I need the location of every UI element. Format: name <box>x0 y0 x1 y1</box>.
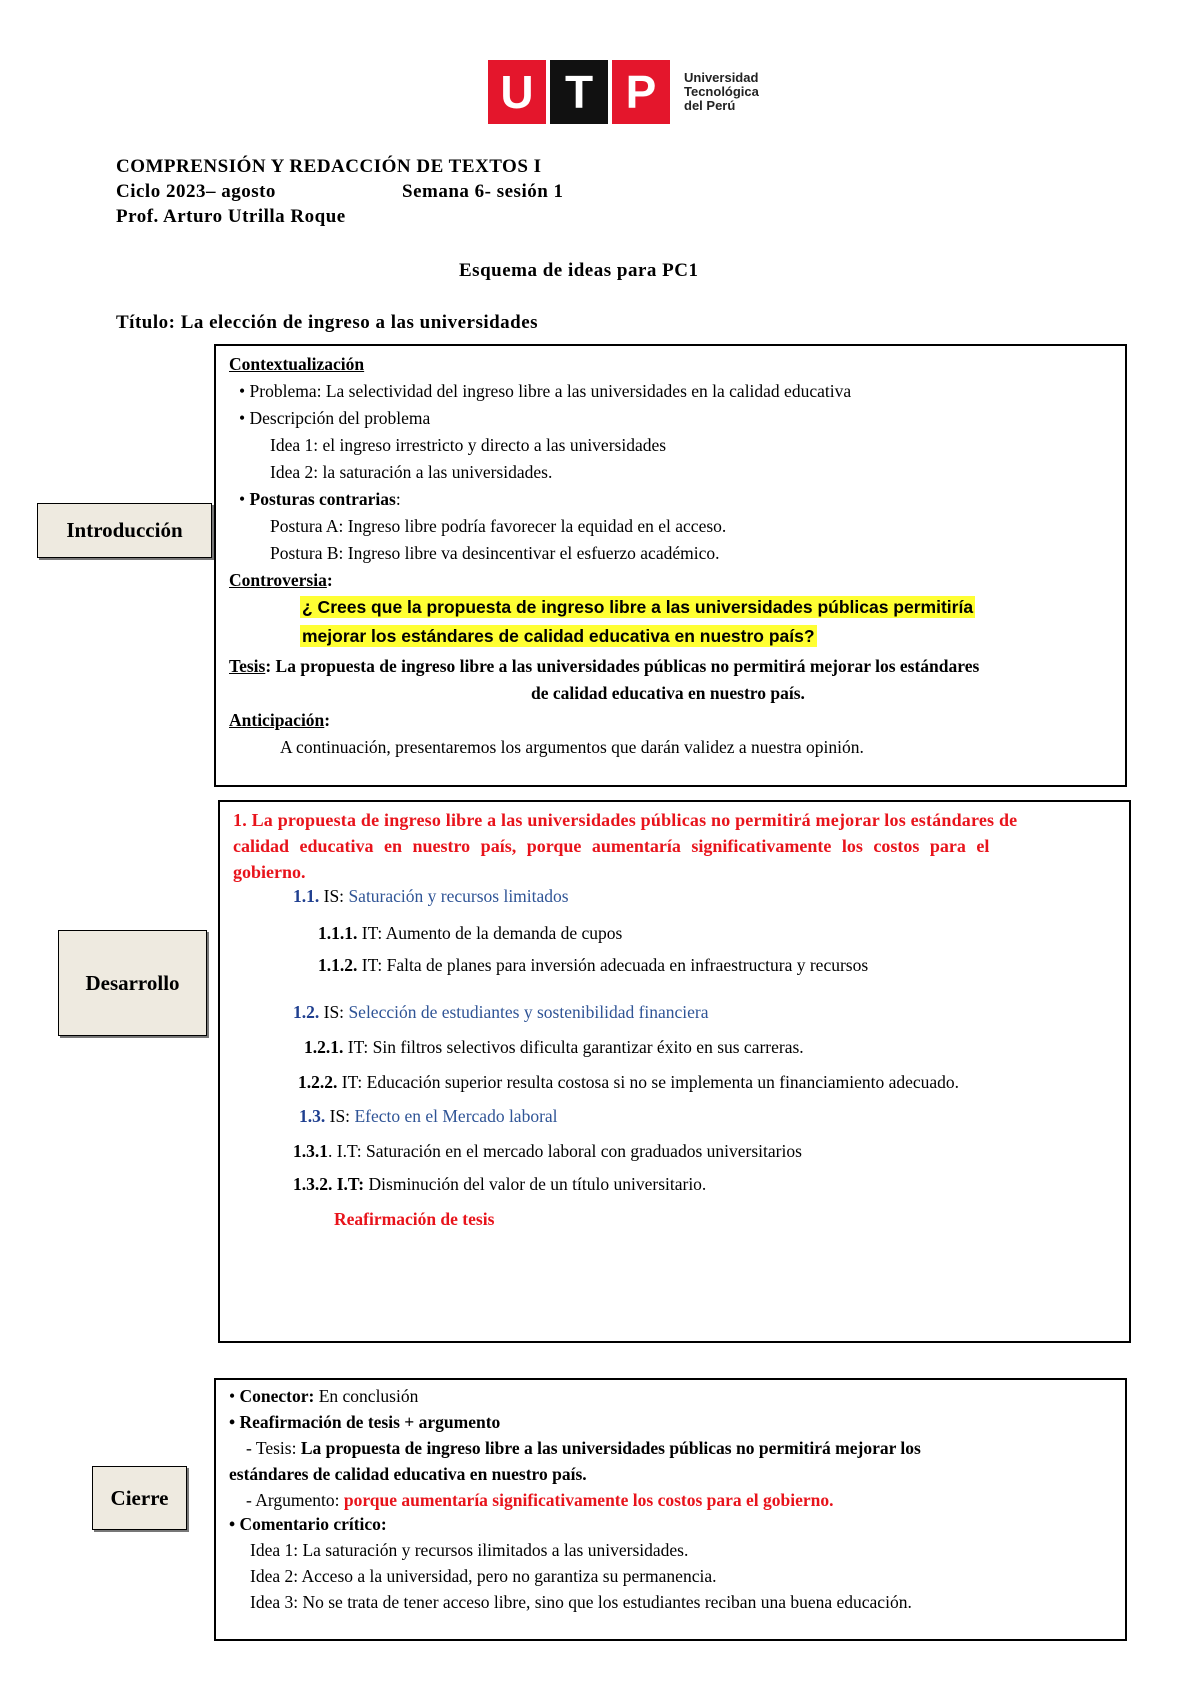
doc-heading: Esquema de ideas para PC1 <box>459 260 699 281</box>
subidea-1-3-1: 1.3.1. I.T: Saturación en el mercado laboral con graduados universitarios <box>293 1141 802 1161</box>
argument-line-3: gobierno. <box>233 862 306 882</box>
argument-line-2: calidad educativa en nuestro país, porque aumentaría significativamente los costos para el <box>233 836 990 856</box>
intro-idea-1: Idea 1: el ingreso irrestricto y directo a las universidades <box>270 435 667 455</box>
intro-idea-2: Idea 2: la saturación a las universidades. <box>270 462 553 482</box>
closing-box <box>214 1378 1127 1641</box>
doc-title: Título: La elección de ingreso a las universidades <box>116 312 539 333</box>
critical-comment-heading: • Comentario crítico: <box>229 1514 387 1534</box>
course-title: COMPRENSIÓN Y REDACCIÓN DE TEXTOS I <box>116 156 542 177</box>
logo-wordmark: Universidad Tecnológica del Perú <box>684 70 759 113</box>
closing-idea-1: Idea 1: La saturación y recursos ilimitados a las universidades. <box>250 1540 689 1560</box>
closing-idea-2: Idea 2: Acceso a la universidad, pero no garantiza su permanencia. <box>250 1566 717 1586</box>
course-cycle: Ciclo 2023– agosto <box>116 181 276 202</box>
controversy-question-1: ¿ Crees que la propuesta de ingreso libre a las universidades públicas permitiría <box>302 597 974 617</box>
subidea-1-3-2: 1.3.2. I.T: Disminución del valor de un título universitario. <box>293 1174 707 1194</box>
anticipation-heading: Anticipación: <box>229 710 331 730</box>
label-desarrollo: Desarrollo <box>58 930 207 1036</box>
ctx-heading: Contextualización <box>229 354 365 374</box>
connector-line: • Conector: En conclusión <box>229 1386 419 1406</box>
problem-line: • Problema: La selectividad del ingreso libre a las universidades en la calidad educativa <box>239 381 852 401</box>
closing-thesis-1: - Tesis: La propuesta de ingreso libre a las universidades públicas no permitirá mejorar los <box>246 1438 921 1458</box>
utp-logo <box>488 60 759 124</box>
course-week: Semana 6- sesión 1 <box>402 181 564 202</box>
anticipation-text: A continuación, presentaremos los argumentos que darán validez a nuestra opinión. <box>280 737 864 757</box>
closing-argument: - Argumento: porque aumentaría significativamente los costos para el gobierno. <box>246 1490 834 1510</box>
postures-line: • Posturas contrarias: <box>239 489 401 509</box>
label-introduccion: Introducción <box>37 503 212 558</box>
posture-a: Postura A: Ingreso libre podría favorecer la equidad en el acceso. <box>270 516 727 536</box>
label-cierre: Cierre <box>92 1466 187 1530</box>
argument-line-1: 1. La propuesta de ingreso libre a las universidades públicas no permitirá mejorar los estándares de <box>233 810 1018 830</box>
subidea-1-1-2: 1.1.2. IT: Falta de planes para inversión adecuada en infraestructura y recursos <box>318 955 869 975</box>
subidea-1-2: 1.2. IS: Selección de estudiantes y sostenibilidad financiera <box>293 1002 709 1022</box>
intro-box <box>214 344 1127 787</box>
development-box <box>218 800 1131 1343</box>
closing-thesis-2: estándares de calidad educativa en nuestro país. <box>229 1464 587 1484</box>
posture-b: Postura B: Ingreso libre va desincentivar el esfuerzo académico. <box>270 543 720 563</box>
controversy-heading: Controversia: <box>229 570 333 590</box>
subidea-1-2-2: 1.2.2. IT: Educación superior resulta costosa si no se implementa un financiamiento adecuado. <box>298 1072 960 1092</box>
desc-line: • Descripción del problema <box>239 408 431 428</box>
subidea-1-2-1: 1.2.1. IT: Sin filtros selectivos dificulta garantizar éxito en sus carreras. <box>304 1037 804 1057</box>
subidea-1-1-1: 1.1.1. IT: Aumento de la demanda de cupos <box>318 923 623 943</box>
course-professor: Prof. Arturo Utrilla Roque <box>116 206 346 227</box>
controversy-question-2: mejorar los estándares de calidad educativa en nuestro país? <box>302 626 815 646</box>
thesis-line-2: de calidad educativa en nuestro país. <box>531 683 805 703</box>
reaffirmation-line: • Reafirmación de tesis + argumento <box>229 1412 501 1432</box>
logo-letter-u: U <box>488 60 546 124</box>
logo-letter-t: T <box>550 60 608 124</box>
closing-idea-3: Idea 3: No se trata de tener acceso libre, sino que los estudiantes reciban una buena educación. <box>250 1592 912 1612</box>
subidea-1-3: 1.3. IS: Efecto en el Mercado laboral <box>299 1106 558 1126</box>
thesis-line-1: Tesis: La propuesta de ingreso libre a las universidades públicas no permitirá mejorar los estándares <box>229 656 980 676</box>
reaffirmation-label: Reafirmación de tesis <box>334 1209 495 1229</box>
logo-letter-p: P <box>612 60 670 124</box>
subidea-1-1: 1.1. IS: Saturación y recursos limitados <box>293 886 569 906</box>
